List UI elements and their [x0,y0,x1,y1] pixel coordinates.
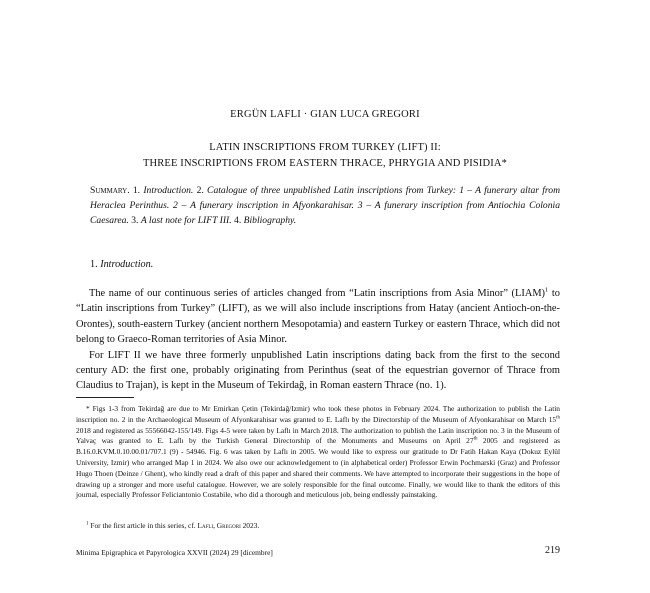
body-paragraph: For LIFT II we have three formerly unpublished Latin inscriptions dating back from the first to the second century AD: the first one, probably originating from Perinthus (seat of the equestrian governor of Thrace from Claudius to Trajan), is kept in the Museum of Tekirdağ, in Roman eastern Thrace (no. 1). [76,349,560,392]
summary-item-introduction: Introduction. [143,185,194,196]
footnote-star [76,404,560,501]
footnote-number: 1 [86,521,89,527]
footnote-reference[interactable]: 1 [545,286,549,294]
paragraph-text: The name of our continuous series of articles changed from “Latin inscriptions from Asia Minor” (LIAM) [89,288,546,299]
footnote-text: 2005 and registered as B.16.0.KVM.0.10.00.01/707.1 (9) - 54946. Fig. 6 was taken by Laflı in 2005. We would like to express our gratitude to Dr Fatih Hakan Kaya (Dokuz Eylül University, Izmir) who arranged Map 1 in 2024. We also owe our acknowledgement to (in alphabetical order) Professor Erwin Pochmarski (Graz) and Professor Hugo Thoen (Deinze / Ghent), who kindly read a draft of this paper and shared their comments. We have attempted to incorporate their suggestions in the hope of drawing up a stronger and more useful catalogue. However, we are solely responsible for the final outcome. Finally, we would like to thank the editors of this journal, especially Professor Feliciantonio Costabile, who did a thorough and meticulous job, being endlessly painstaking. [76,436,560,500]
article-title-line-1: LATIN INSCRIPTIONS FROM TURKEY (LIFT) II: [209,142,441,153]
journal-citation: Minima Epigraphica et Papyrologica XXVII (2024) 29 [dicembre] [76,548,273,557]
footnote-text: 2023. [240,521,260,530]
summary-item-number: 3. [131,215,139,226]
section-number: 1. [90,259,98,270]
summary-item-bibliography: Bibliography. [243,215,297,226]
summary-item-number: 2. [196,185,204,196]
footnote-text: * Figs 1-3 from Tekirdağ are due to Mr Emirkan Çetin (Tekirdağ/Izmir) who took these photos in February 2024. The authorization to publish the Latin inscription no. 2 in the Archaeological Museum of Afyonkarahisar was granted to E. Laflı by the Directorship of the Museum of Afyonkarahisar on March 15 [76,404,560,424]
section-heading [90,259,153,270]
author-line: ERGÜN LAFLI · GIAN LUCA GREGORI [230,109,420,120]
footnote-text: 2018 and registered as 55566042-155/149. Figs 4-5 were taken by Laflı in March 2018. The authorization to publish the Latin inscription no. 3 in the Museum of Yalvaç was granted to E. Laflı by the Turkish General Directorship of the Monuments and Museums on April 27 [76,425,560,446]
page-number: 219 [545,545,560,556]
article-title-line-2: THREE INSCRIPTIONS FROM EASTERN THRACE, PHRYGIA AND PISIDIA* [142,158,508,169]
paragraph-text: to “Latin inscriptions from Turkey” (LIFT), as we will also include inscriptions from Hatay (ancient Antioch-on-the-Orontes), south-eastern Turkey (ancient northern Mesopotamia) and eastern Turkey or eastern Thrace, which did not belong to Graeco-Roman territories of Asia Minor. [76,288,561,346]
citation-authors: Laflı, Gregori [197,521,241,530]
summary-item-last-note: A last note for LIFT III. [140,215,232,226]
footnote-1 [76,521,560,532]
summary-item-catalogue: Catalogue of three unpublished Latin inscriptions from Turkey: 1 – A funerary altar from Heraclea Perinthus. 2 – A funerary inscription in Afyonkarahisar. 3 – A funerary inscription from Antiochia Colonia Caesarea. [90,185,561,226]
section-title: Introduction. [100,259,154,270]
summary-item-number: 1. [132,185,141,196]
body-paragraph [76,286,560,348]
ordinal-suffix: th [473,436,478,442]
summary-item-number: 4. [234,215,242,226]
summary-block: Summary. 1. Introduction. 2. Catalogue of three unpublished Latin inscriptions from Turkey: 1 – A funerary altar from Heraclea Perinthus. 2 – A funerary inscription in Afyonkarahisar. 3 – A funerary inscription from Antiochia Colonia Caesarea. 3. A last note for LIFT III. 4. Bibliography. [90,185,561,226]
body-text [76,286,560,394]
footnote-separator [76,397,134,398]
summary-label: Summary [90,185,128,196]
ordinal-suffix: th [556,415,560,421]
footnote-text: For the first article in this series, cf. [88,521,198,530]
